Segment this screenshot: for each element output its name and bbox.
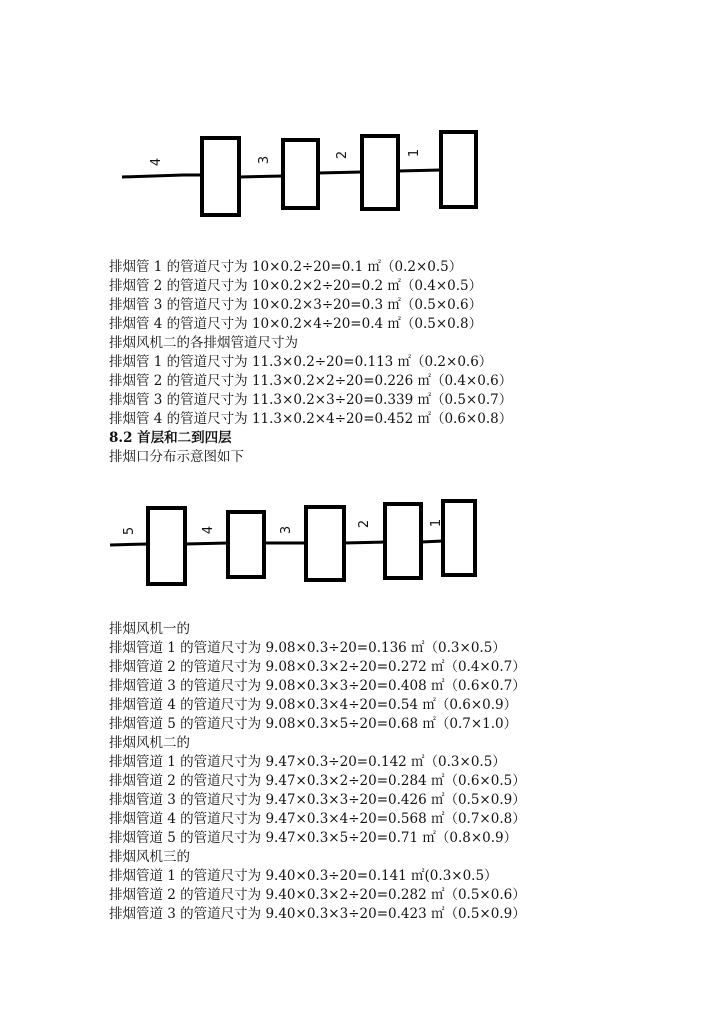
duct-line-4 [185, 543, 228, 544]
text-line: 排烟管 1 的管道尺寸为 11.3×0.2÷20=0.113 ㎡（0.2×0.6） [109, 354, 493, 370]
smoke-outlet-box [283, 140, 318, 208]
duct-label: 2 [357, 519, 372, 529]
text-line: 排烟风机二的各排烟管道尺寸为 [109, 335, 298, 351]
duct-line-2 [344, 542, 385, 543]
text-line: 排烟管道 4 的管道尺寸为 9.47×0.3×4÷20=0.568 ㎡（0.7×0.8） [109, 811, 526, 827]
smoke-outlet-box [362, 136, 398, 209]
text-line: 排烟管 4 的管道尺寸为 10×0.2×4÷20=0.4 ㎡（0.5×0.8） [109, 316, 483, 332]
duct-line-5 [110, 544, 148, 545]
section-heading: 8.2 首层和二到四层 [109, 430, 232, 446]
text-line: 排烟管道 1 的管道尺寸为 9.47×0.3÷20=0.142 ㎡（0.3×0.5） [109, 754, 506, 770]
text-line: 排烟管 3 的管道尺寸为 10×0.2×3÷20=0.3 ㎡（0.5×0.6） [109, 297, 483, 313]
duct-diagram-1-svg [0, 125, 724, 225]
text-line: 排烟管道 2 的管道尺寸为 9.47×0.3×2÷20=0.284 ㎡（0.6×0.5） [109, 773, 526, 789]
text-line: 排烟管道 2 的管道尺寸为 9.40×0.3×2÷20=0.282 ㎡（0.5×0.6） [109, 887, 526, 903]
section-intro: 排烟口分布示意图如下 [109, 449, 244, 465]
duct-label: 4 [201, 525, 216, 535]
smoke-outlet-box [443, 501, 475, 575]
duct-line-1 [398, 170, 441, 171]
smoke-outlet-box [202, 138, 239, 215]
text-line: 排烟管 4 的管道尺寸为 11.3×0.2×4÷20=0.452 ㎡（0.6×0.8） [109, 411, 513, 427]
text-line: 排烟管道 2 的管道尺寸为 9.08×0.3×2÷20=0.272 ㎡（0.4×0.7） [109, 659, 526, 675]
text-line: 排烟风机三的 [109, 849, 190, 865]
text-line: 排烟管道 5 的管道尺寸为 9.47×0.3×5÷20=0.71 ㎡（0.8×0.9） [109, 830, 518, 846]
duct-label: 3 [257, 155, 272, 165]
duct-label: 4 [149, 157, 164, 167]
smoke-outlet-box [148, 508, 185, 584]
duct-diagram-1 [0, 125, 724, 225]
text-line: 排烟管 3 的管道尺寸为 11.3×0.2×3÷20=0.339 ㎡（0.5×0.7） [109, 392, 513, 408]
text-line: 排烟管 1 的管道尺寸为 10×0.2÷20=0.1 ㎡（0.2×0.5） [109, 259, 463, 275]
duct-line-1 [421, 541, 443, 542]
text-line: 排烟风机一的 [109, 621, 190, 637]
text-line: 排烟管道 3 的管道尺寸为 9.40×0.3×3÷20=0.423 ㎡（0.5×0.9） [109, 906, 526, 922]
text-line: 排烟管道 3 的管道尺寸为 9.08×0.3×3÷20=0.408 ㎡（0.6×0.7） [109, 678, 526, 694]
text-line: 排烟管道 3 的管道尺寸为 9.47×0.3×3÷20=0.426 ㎡（0.5×0.9） [109, 792, 526, 808]
text-line: 排烟管 2 的管道尺寸为 10×0.2×2÷20=0.2 ㎡（0.4×0.5） [109, 278, 483, 294]
text-line: 排烟管道 1 的管道尺寸为 9.08×0.3÷20=0.136 ㎡（0.3×0.5） [109, 640, 506, 656]
duct-diagram-2-svg [0, 496, 724, 592]
duct-sizes-block-2 [109, 620, 709, 924]
text-line: 排烟管 2 的管道尺寸为 11.3×0.2×2÷20=0.226 ㎡（0.4×0.6） [109, 373, 513, 389]
text-line: 排烟管道 1 的管道尺寸为 9.40×0.3÷20=0.141 ㎡(0.3×0.5） [109, 868, 498, 884]
smoke-outlet-box [385, 504, 421, 578]
text-line: 排烟管道 5 的管道尺寸为 9.08×0.3×5÷20=0.68 ㎡（0.7×1.0） [109, 716, 518, 732]
duct-sizes-block-1 [109, 258, 709, 467]
duct-line-4 [122, 175, 183, 177]
duct-label: 1 [429, 518, 444, 528]
duct-label: 2 [335, 150, 350, 160]
smoke-outlet-box [441, 132, 476, 207]
duct-label: 1 [407, 148, 422, 158]
duct-line-3 [239, 176, 283, 177]
duct-label: 3 [279, 525, 294, 535]
text-line: 排烟管道 4 的管道尺寸为 9.08×0.3×4÷20=0.54 ㎡（0.6×0.9） [109, 697, 518, 713]
duct-diagram-2 [0, 496, 724, 592]
text-line: 排烟风机二的 [109, 735, 190, 751]
duct-line-2 [318, 172, 362, 173]
duct-label: 5 [122, 526, 137, 536]
smoke-outlet-box [306, 507, 344, 580]
smoke-outlet-box [228, 512, 264, 577]
